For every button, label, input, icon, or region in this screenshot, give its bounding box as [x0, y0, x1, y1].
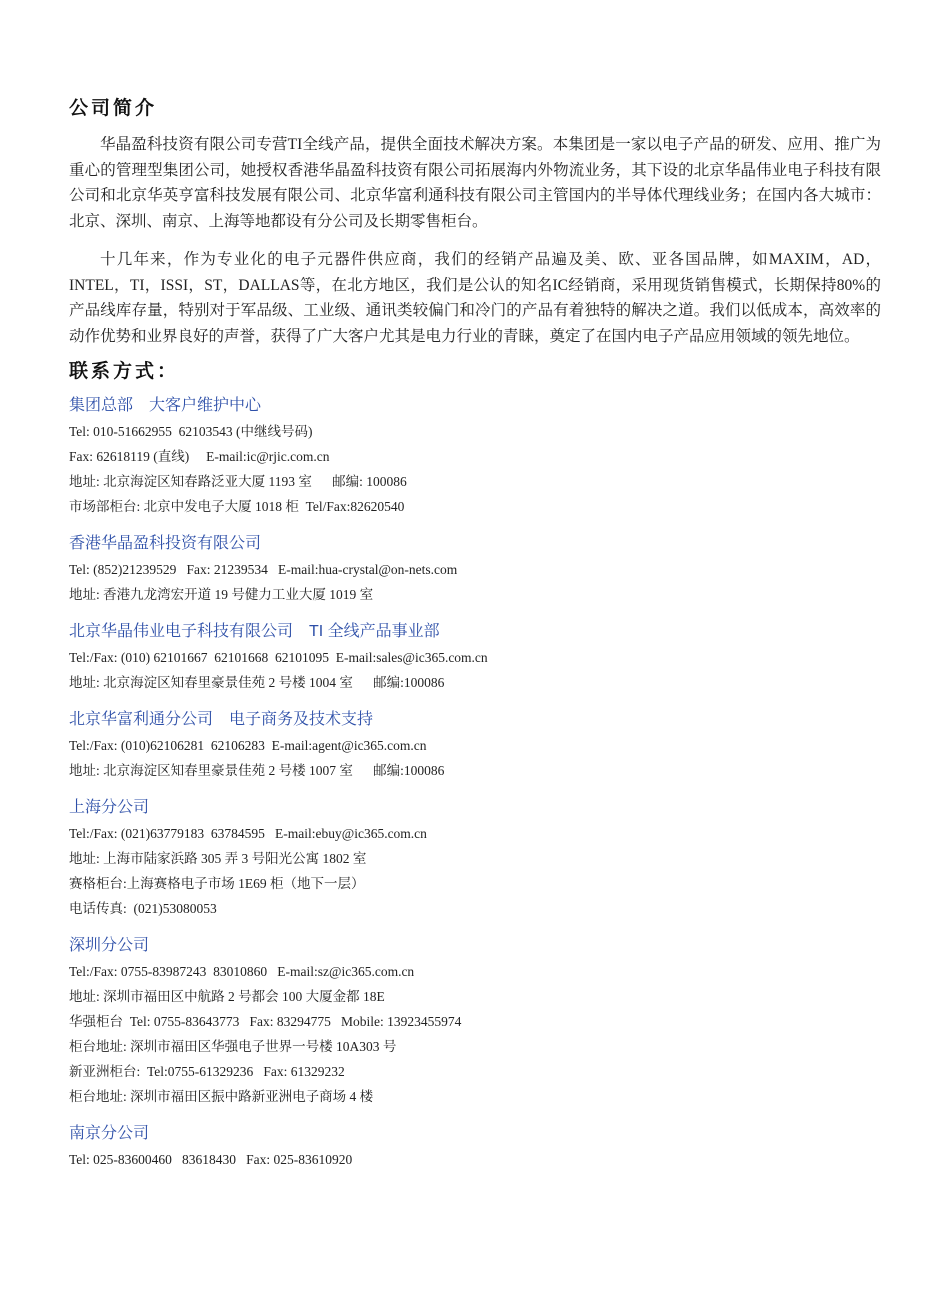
- group-title: 北京华富利通分公司 电子商务及技术支持: [69, 711, 374, 728]
- contact-line: 地址: 上海市陆家浜路 305 弄 3 号阳光公寓 1802 室: [69, 851, 367, 866]
- contact-line: 华强柜台 Tel: 0755-83643773 Fax: 83294775 Mobile: 13923455974: [69, 1014, 462, 1029]
- group-title: 北京华晶伟业电子科技有限公司 TI 全线产品事业部: [69, 623, 440, 640]
- contact-line: 市场部柜台: 北京中发电子大厦 1018 柜 Tel/Fax:82620540: [69, 499, 405, 514]
- contact-heading: 联系方式：: [69, 360, 180, 382]
- contact-line: Tel: 025-83600460 83618430 Fax: 025-83610920: [69, 1152, 353, 1167]
- contact-line: 地址: 香港九龙湾宏开道 19 号健力工业大厦 1019 室: [69, 587, 374, 602]
- contact-line: 赛格柜台:上海赛格电子市场 1E69 柜（地下一层）: [69, 876, 365, 891]
- group-title: 集团总部 大客户维护中心: [69, 397, 262, 414]
- contact-line: Tel:/Fax: 0755-83987243 83010860 E-mail:sz@ic365.com.cn: [69, 964, 415, 979]
- contact-line: Tel:/Fax: (010) 62101667 62101668 62101095 E-mail:sales@ic365.com.cn: [69, 650, 488, 665]
- contact-line: 地址: 北京海淀区知春路泛亚大厦 1193 室 邮编: 100086: [69, 474, 407, 489]
- contact-group-nanjing: [69, 1121, 881, 1172]
- contact-group-beijing-huafu: [69, 707, 881, 783]
- intro-paragraph-1: 华晶盈科技资有限公司专营TI全线产品，提供全面技术解决方案。本集团是一家以电子产品的研发、应用、推广为重心的管理型集团公司，她授权香港华晶盈科技资有限公司拓展海内外物流业务，其下设的北京华晶伟业电子科技有限公司和北京华英亨富科技发展有限公司、北京华富利通科技有限公司主管国内的半导体代理线业务；在国内各大城市：北京、深圳、南京、上海等地都设有分公司及长期零售柜台。: [69, 136, 881, 230]
- contact-line: 电话传真: (021)53080053: [69, 901, 217, 916]
- contact-line: Tel: 010-51662955 62103543 (中继线号码): [69, 424, 313, 439]
- contact-line: Tel:/Fax: (021)63779183 63784595 E-mail:ebuy@ic365.com.cn: [69, 826, 427, 841]
- document-page: [69, 92, 881, 1172]
- company-intro-heading: 公司简介: [69, 97, 158, 119]
- contact-section: [69, 355, 881, 1172]
- contact-line: 地址: 北京海淀区知春里豪景佳苑 2 号楼 1004 室 邮编:100086: [69, 675, 445, 690]
- group-title: 上海分公司: [69, 799, 150, 816]
- contact-line: 柜台地址: 深圳市福田区华强电子世界一号楼 10A303 号: [69, 1039, 397, 1054]
- contact-line: 新亚洲柜台: Tel:0755-61329236 Fax: 61329232: [69, 1064, 345, 1079]
- contact-group-shanghai: [69, 795, 881, 921]
- contact-line: 地址: 北京海淀区知春里豪景佳苑 2 号楼 1007 室 邮编:100086: [69, 763, 445, 778]
- contact-line: 柜台地址: 深圳市福田区振中路新亚洲电子商场 4 楼: [69, 1089, 374, 1104]
- group-title: 香港华晶盈科投资有限公司: [69, 535, 262, 552]
- contact-line: Tel:/Fax: (010)62106281 62106283 E-mail:agent@ic365.com.cn: [69, 738, 427, 753]
- contact-group-hongkong: [69, 531, 881, 607]
- contact-line: Fax: 62618119 (直线) E-mail:ic@rjic.com.cn: [69, 449, 330, 464]
- group-title: 深圳分公司: [69, 937, 150, 954]
- contact-group-shenzhen: [69, 933, 881, 1109]
- contact-line: 地址: 深圳市福田区中航路 2 号都会 100 大厦金都 18E: [69, 989, 385, 1004]
- group-title: 南京分公司: [69, 1125, 150, 1142]
- contact-group-beijing-huajing: [69, 619, 881, 695]
- intro-paragraph-2: 十几年来，作为专业化的电子元器件供应商，我们的经销产品遍及美、欧、亚各国品牌，如MAXIM，AD，INTEL，TI，ISSI，ST，DALLAS等，在北方地区，我们是公认的知名IC经销商，采用现货销售模式，长期保持80%的产品线库存量，特别对于军品级、工业级、通讯类较偏门和冷门的产品有着独特的解决之道。我们以低成本，高效率的动作优势和业界良好的声誉，获得了广大客户尤其是电力行业的青睐，奠定了在国内电子产品应用领域的领先地位。: [69, 251, 881, 345]
- contact-line: Tel: (852)21239529 Fax: 21239534 E-mail:hua-crystal@on-nets.com: [69, 562, 458, 577]
- company-intro-section: [69, 92, 881, 349]
- contact-group-headquarters: [69, 393, 881, 519]
